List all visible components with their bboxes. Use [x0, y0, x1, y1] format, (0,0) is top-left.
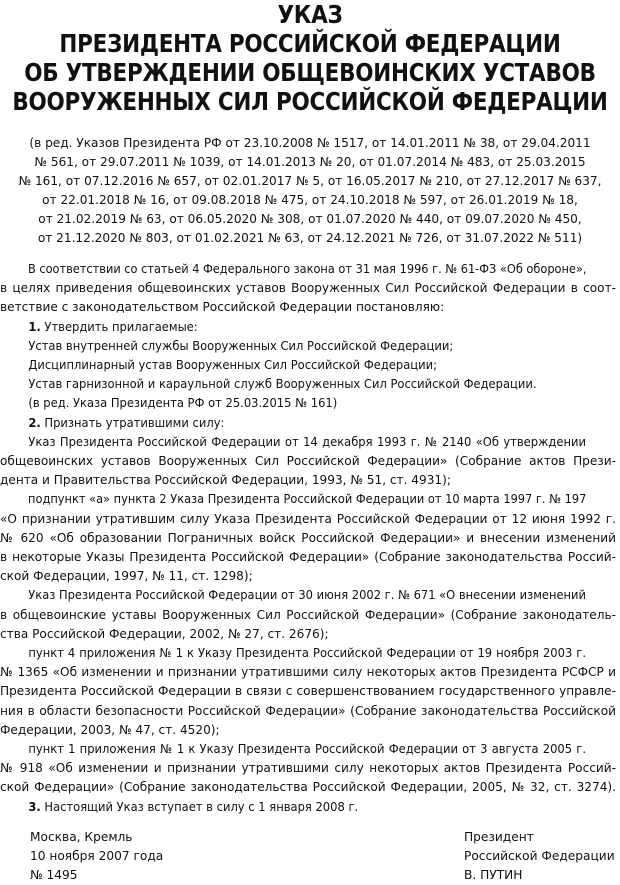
body-line	[0, 702, 616, 721]
signature-number: № 1495	[30, 868, 78, 882]
item-number: 3.	[28, 799, 41, 814]
body-line-text: в общевоинские уставы Вооруженных Сил Российской Федерации» (Собрание законодатель-	[0, 607, 616, 622]
body-line-text: № 918 «Об изменении и признании утратившими силу некоторых актов Президента Россий-	[0, 761, 616, 776]
body-line	[0, 663, 616, 682]
body-line	[0, 452, 616, 471]
body-line-text: ской Федерации, 1997, № 11, ст. 1298);	[0, 569, 253, 584]
body-line	[0, 740, 586, 759]
body-line-text: Федерации, 2003, № 47, ст. 4520);	[0, 722, 220, 737]
signature-signer	[464, 828, 615, 885]
body-line	[0, 356, 586, 375]
signature-place-date	[30, 828, 163, 885]
body-line	[0, 298, 616, 317]
title-line: УКАЗ	[277, 0, 343, 29]
body-line-text: (в ред. Указа Президента РФ от 25.03.2015 № 161)	[28, 396, 338, 411]
body-line-text: Утвердить прилагаемые:	[40, 319, 198, 334]
body-line	[0, 798, 586, 817]
signer-title: Президент	[464, 830, 534, 844]
body-line-text: подпункт «а» пункта 2 Указа Президента Российской Федерации от 10 марта 1997 г. № 197	[28, 492, 587, 507]
body-line-text: В соответствии со статьей 4 Федерального закона от 31 мая 1996 г. № 61-ФЗ «Об обороне»,	[27, 262, 587, 276]
body-line	[0, 567, 616, 586]
item-number: 2.	[28, 415, 41, 430]
body-line	[0, 625, 616, 644]
item-number: 1.	[28, 319, 41, 334]
body-line-text: ния в области безопасности Российской Федерации» (Собрание законодательства Российской	[0, 703, 616, 718]
amendment-line: от 22.01.2018 № 16, от 09.08.2018 № 475, от 24.10.2018 № 597, от 26.01.2019 № 18,	[42, 193, 578, 207]
body-line	[0, 337, 586, 356]
body-line	[0, 279, 616, 298]
body-line	[0, 586, 584, 605]
body-line	[0, 433, 586, 452]
body-line-text: Устав гарнизонной и караульной служб Вооруженных Сил Российской Федерации.	[28, 377, 537, 392]
body-line	[0, 394, 586, 413]
body-line	[0, 548, 616, 567]
body-line	[0, 375, 586, 394]
amendment-line: № 561, от 29.07.2011 № 1039, от 14.01.2013 № 20, от 01.07.2014 № 483, от 25.03.2015	[34, 155, 586, 169]
amendment-line: от 21.02.2019 № 63, от 06.05.2020 № 308, от 01.07.2020 № 440, от 09.07.2020 № 450,	[38, 212, 582, 226]
signature-place: Москва, Кремль	[30, 830, 133, 844]
signature-date: 10 ноября 2007 года	[30, 849, 164, 863]
body-line	[0, 682, 616, 701]
body-line-text: Устав внутренней службы Вооруженных Сил Российской Федерации;	[28, 338, 454, 353]
body-line-text: Настоящий Указ вступает в силу с 1 января 2008 г.	[40, 799, 359, 814]
body-line	[0, 471, 616, 490]
body-line-text: Признать утратившими силу:	[40, 415, 225, 430]
amendment-line: № 161, от 07.12.2016 № 657, от 02.01.2017 № 5, от 16.05.2017 № 210, от 27.12.2017 № 637,	[18, 174, 602, 188]
body-line	[0, 606, 616, 625]
document-title	[0, 0, 619, 116]
body-line	[0, 414, 586, 433]
body-line	[0, 529, 616, 548]
body-line-text: пункт 1 приложения № 1 к Указу Президента Российской Федерации от 3 августа 2005 г.	[28, 742, 586, 757]
body-line	[0, 721, 616, 740]
title-line: ПРЕЗИДЕНТА РОССИЙСКОЙ ФЕДЕРАЦИИ	[59, 29, 561, 58]
body-line-text: «О признании утратившим силу Указа Президента Российской Федерации от 12 июня 1992 г.	[0, 511, 616, 526]
title-line: ОБ УТВЕРЖДЕНИИ ОБЩЕВОИНСКИХ УСТАВОВ	[24, 58, 596, 87]
amendment-line: (в ред. Указов Президента РФ от 23.10.2008 № 1517, от 14.01.2011 № 38, от 29.04.2011	[29, 136, 591, 150]
body-line-text: № 1365 «Об изменении и признании утратившими силу некоторых актов Президента РСФСР и	[0, 665, 616, 680]
body-line-text: ства Российской Федерации, 2002, № 27, ст. 2676);	[0, 626, 329, 641]
body-line-text: Президента Российской Федерации в связи с совершенствованием государственного управле-	[0, 684, 616, 699]
body-line	[0, 318, 586, 337]
amendments-note	[0, 134, 620, 248]
signer-title: Российской Федерации	[464, 849, 615, 863]
body-line-text: ской Федерации» (Собрание законодательства Российской Федерации, 2005, № 32, ст. 3274).	[0, 780, 616, 795]
body-line-text: Указ Президента Российской Федерации от 30 июня 2002 г. № 671 «О внесении изменений	[28, 588, 586, 603]
body-line-text: ветствие с законодательством Российской Федерации постановляю:	[0, 300, 445, 315]
body-line-text: пункт 4 приложения № 1 к Указу Президента Российской Федерации от 19 ноября 2003 г.	[28, 646, 586, 661]
signer-name: В. ПУТИН	[464, 868, 523, 882]
body-line-text: № 620 «Об образовании Пограничных войск Российской Федерации» и внесении изменений	[0, 530, 616, 545]
title-line: ВООРУЖЕННЫХ СИЛ РОССИЙСКОЙ ФЕДЕРАЦИИ	[12, 87, 608, 116]
body-line	[0, 260, 587, 279]
body-line-text: общевоинских уставов Вооруженных Сил Российской Федерации» (Собрание актов Прези-	[0, 454, 616, 469]
body-line	[0, 759, 616, 778]
amendment-line: от 21.12.2020 № 803, от 01.02.2021 № 63, от 24.12.2021 № 726, от 31.07.2022 № 511)	[37, 231, 583, 245]
body-line	[0, 490, 587, 509]
body-line-text: Дисциплинарный устав Вооруженных Сил Российской Федерации;	[28, 358, 437, 373]
body-line	[0, 510, 616, 529]
body-line	[0, 778, 616, 797]
body-line-text: в некоторые Указы Президента Российской Федерации» (Собрание законодательства Россий-	[0, 550, 616, 565]
body-line-text: в целях приведения общевоинских уставов Вооруженных Сил Российской Федерации в соот-	[0, 281, 616, 296]
body-line	[0, 644, 586, 663]
body-line-text: дента и Правительства Российской Федерации, 1993, № 51, ст. 4931);	[0, 473, 451, 488]
body-line-text: Указ Президента Российской Федерации от 14 декабря 1993 г. № 2140 «Об утверждении	[28, 434, 586, 449]
decree-body	[0, 260, 620, 817]
